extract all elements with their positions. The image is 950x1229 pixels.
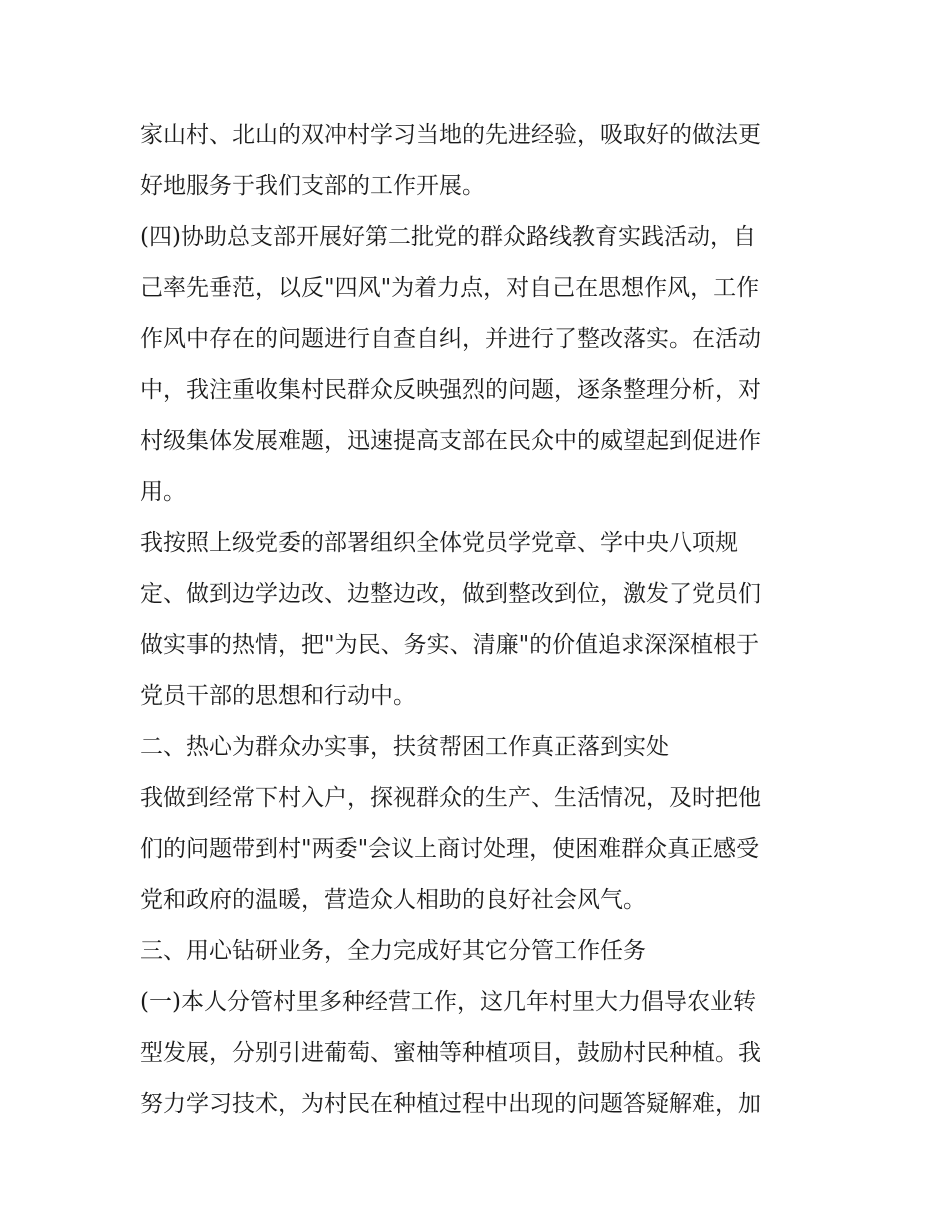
text-line: 做实事的热情，把"为民、务实、清廉"的价值追求深深植根于 [140,632,760,658]
text-line: 努力学习技术，为村民在种植过程中出现的问题答疑解难，加 [140,1091,761,1117]
text-line: 用。 [140,479,186,505]
section-heading: 二、热心为群众办实事，扶贫帮困工作真正落到实处 [140,734,669,760]
text-line: 中，我注重收集村民群众反映强烈的问题，逐条整理分析，对 [140,377,761,403]
text-line: 党员干部的思想和行动中。 [140,683,416,709]
text-line: 村级集体发展难题，迅速提高支部在民众中的威望起到促进作 [140,428,761,454]
text-line: 型发展，分别引进葡萄、蜜柚等种植项目，鼓励村民种植。我 [140,1040,761,1066]
text-line: 我做到经常下村入户，探视群众的生产、生活情况，及时把他 [140,785,761,811]
text-line: 定、做到边学边改、边整边改，做到整改到位，激发了党员们 [140,581,761,607]
text-line: 党和政府的温暖，营造众人相助的良好社会风气。 [140,887,646,913]
text-line: 作风中存在的问题进行自查自纠，并进行了整改落实。在活动 [140,326,761,352]
document-body [140,110,820,1130]
text-line: 己率先垂范，以反"四风"为着力点，对自己在思想作风，工作 [140,275,760,301]
text-line: (一)本人分管村里多种经营工作，这几年村里大力倡导农业转 [140,989,756,1015]
text-line: 我按照上级党委的部署组织全体党员学党章、学中央八项规 [140,530,738,556]
text-line: 们的问题带到村"两委"会议上商讨处理，使困难群众真正感受 [140,836,760,862]
text-line: (四)协助总支部开展好第二批党的群众路线教育实践活动，自 [140,224,756,250]
text-line: 家山村、北山的双冲村学习当地的先进经验，吸取好的做法更 [140,122,761,148]
section-heading: 三、用心钻研业务，全力完成好其它分管工作任务 [140,938,646,964]
text-line: 好地服务于我们支部的工作开展。 [140,173,485,199]
